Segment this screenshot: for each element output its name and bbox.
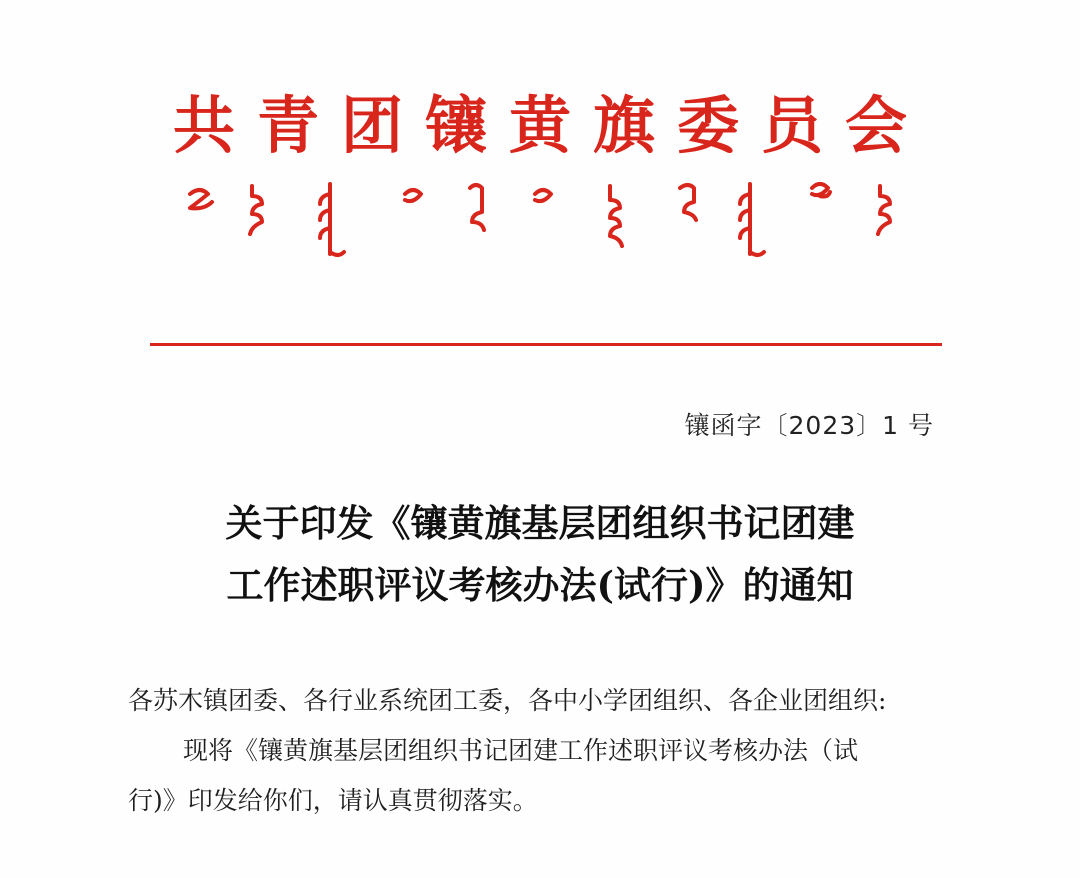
body-paragraph-line-2: 行)》印发给你们，请认真贯彻落实。	[128, 786, 538, 815]
notice-title-line-2: 工作述职评议考核办法(试行)》的通知	[226, 563, 854, 607]
notice-body	[128, 676, 998, 826]
document-number: 镶函字〔2023〕1 号	[684, 411, 934, 440]
addressee-line: 各苏木镇团委、各行业系统团工委，各中小学团组织、各企业团组织:	[128, 686, 887, 715]
mongolian-script-icon	[180, 180, 920, 270]
org-name-heading: 共青团镶黄旗委员会	[172, 89, 929, 162]
notice-title	[0, 492, 1080, 616]
notice-title-line-1: 关于印发《镶黄旗基层团组织书记团建	[225, 501, 855, 545]
body-paragraph-line-1: 现将《镶黄旗基层团组织书记团建工作述职评议考核办法（试	[183, 736, 859, 765]
red-header-rule	[150, 343, 942, 346]
